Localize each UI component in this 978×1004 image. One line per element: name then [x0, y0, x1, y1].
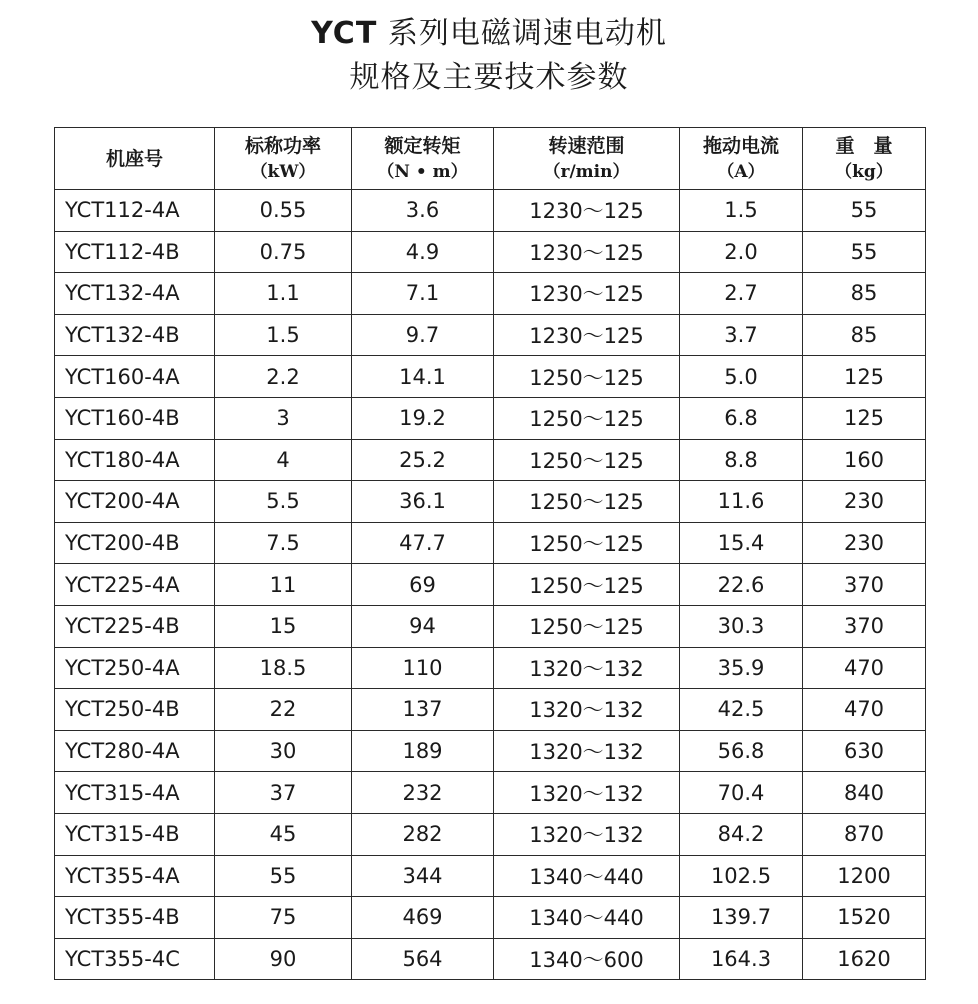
cell-model: YCT280-4A: [55, 730, 215, 772]
cell-weight: 85: [803, 314, 926, 356]
header-label: 标称功率: [244, 134, 321, 157]
table-row: [55, 897, 926, 939]
cell-model: YCT355-4B: [55, 897, 215, 939]
spec-table-header: [55, 128, 926, 190]
cell-speed-range: 1340～440: [494, 855, 680, 897]
cell-torque: 4.9: [352, 231, 494, 273]
cell-current: 56.8: [680, 730, 803, 772]
header-label: 转速范围: [548, 134, 625, 157]
cell-model: YCT200-4B: [55, 522, 215, 564]
cell-speed-range: 1250～125: [494, 522, 680, 564]
cell-model: YCT132-4A: [55, 273, 215, 315]
cell-speed-range: 1250～125: [494, 397, 680, 439]
table-row: [55, 273, 926, 315]
header-unit: （kg）: [835, 161, 893, 182]
cell-current: 30.3: [680, 605, 803, 647]
table-row: [55, 314, 926, 356]
cell-speed-range: 1320～132: [494, 689, 680, 731]
cell-torque: 469: [352, 897, 494, 939]
cell-torque: 25.2: [352, 439, 494, 481]
cell-weight: 470: [803, 689, 926, 731]
title-line-1: [0, 12, 978, 56]
header-unit: （kW）: [250, 161, 316, 182]
cell-torque: 282: [352, 813, 494, 855]
cell-current: 22.6: [680, 564, 803, 606]
title-series-name: 系列电磁调速电动机: [387, 16, 667, 51]
cell-weight: 125: [803, 356, 926, 398]
cell-power: 45: [215, 813, 352, 855]
cell-current: 35.9: [680, 647, 803, 689]
cell-power: 0.55: [215, 190, 352, 232]
cell-power: 15: [215, 605, 352, 647]
cell-torque: 69: [352, 564, 494, 606]
cell-power: 2.2: [215, 356, 352, 398]
header-speed-range: [494, 128, 680, 190]
cell-speed-range: 1320～132: [494, 647, 680, 689]
cell-current: 70.4: [680, 772, 803, 814]
cell-model: YCT225-4A: [55, 564, 215, 606]
table-row: [55, 190, 926, 232]
header-model: [55, 128, 215, 190]
header-label: 拖动电流: [702, 134, 779, 157]
cell-weight: 125: [803, 397, 926, 439]
cell-model: YCT315-4A: [55, 772, 215, 814]
header-row: [55, 128, 926, 190]
cell-power: 4: [215, 439, 352, 481]
cell-model: YCT112-4B: [55, 231, 215, 273]
cell-weight: 85: [803, 273, 926, 315]
cell-torque: 94: [352, 605, 494, 647]
cell-model: YCT315-4B: [55, 813, 215, 855]
cell-weight: 1520: [803, 897, 926, 939]
cell-current: 5.0: [680, 356, 803, 398]
cell-torque: 9.7: [352, 314, 494, 356]
cell-power: 7.5: [215, 522, 352, 564]
header-unit: （N • m）: [377, 161, 468, 182]
cell-power: 0.75: [215, 231, 352, 273]
cell-current: 84.2: [680, 813, 803, 855]
cell-power: 75: [215, 897, 352, 939]
table-row: [55, 564, 926, 606]
cell-model: YCT200-4A: [55, 481, 215, 523]
table-row: [55, 605, 926, 647]
cell-weight: 55: [803, 231, 926, 273]
cell-power: 3: [215, 397, 352, 439]
cell-weight: 370: [803, 605, 926, 647]
cell-weight: 55: [803, 190, 926, 232]
cell-current: 42.5: [680, 689, 803, 731]
cell-torque: 137: [352, 689, 494, 731]
cell-torque: 189: [352, 730, 494, 772]
cell-current: 139.7: [680, 897, 803, 939]
cell-model: YCT160-4A: [55, 356, 215, 398]
cell-weight: 870: [803, 813, 926, 855]
cell-current: 164.3: [680, 938, 803, 980]
table-row: [55, 647, 926, 689]
cell-power: 55: [215, 855, 352, 897]
cell-speed-range: 1230～125: [494, 231, 680, 273]
cell-model: YCT112-4A: [55, 190, 215, 232]
cell-power: 22: [215, 689, 352, 731]
cell-torque: 36.1: [352, 481, 494, 523]
table-row: [55, 231, 926, 273]
table-row: [55, 813, 926, 855]
cell-model: YCT250-4A: [55, 647, 215, 689]
cell-current: 1.5: [680, 190, 803, 232]
cell-power: 11: [215, 564, 352, 606]
cell-speed-range: 1320～132: [494, 730, 680, 772]
cell-torque: 110: [352, 647, 494, 689]
cell-weight: 470: [803, 647, 926, 689]
cell-speed-range: 1230～125: [494, 314, 680, 356]
cell-weight: 1620: [803, 938, 926, 980]
cell-weight: 230: [803, 522, 926, 564]
header-label: 重 量: [835, 134, 893, 157]
cell-speed-range: 1320～132: [494, 772, 680, 814]
table-row: [55, 938, 926, 980]
cell-weight: 160: [803, 439, 926, 481]
cell-speed-range: 1250～125: [494, 356, 680, 398]
cell-weight: 840: [803, 772, 926, 814]
cell-torque: 564: [352, 938, 494, 980]
table-row: [55, 689, 926, 731]
cell-weight: 230: [803, 481, 926, 523]
cell-speed-range: 1250～125: [494, 481, 680, 523]
cell-model: YCT355-4A: [55, 855, 215, 897]
document-title: [0, 12, 978, 100]
cell-power: 37: [215, 772, 352, 814]
cell-weight: 370: [803, 564, 926, 606]
cell-current: 102.5: [680, 855, 803, 897]
cell-current: 11.6: [680, 481, 803, 523]
cell-current: 15.4: [680, 522, 803, 564]
cell-current: 6.8: [680, 397, 803, 439]
table-row: [55, 730, 926, 772]
cell-speed-range: 1340～440: [494, 897, 680, 939]
cell-power: 1.5: [215, 314, 352, 356]
cell-speed-range: 1320～132: [494, 813, 680, 855]
cell-model: YCT355-4C: [55, 938, 215, 980]
header-unit: （A）: [717, 161, 765, 182]
cell-speed-range: 1340～600: [494, 938, 680, 980]
table-row: [55, 855, 926, 897]
cell-power: 30: [215, 730, 352, 772]
cell-torque: 14.1: [352, 356, 494, 398]
cell-torque: 3.6: [352, 190, 494, 232]
spec-table: [54, 127, 926, 980]
table-row: [55, 772, 926, 814]
cell-power: 90: [215, 938, 352, 980]
cell-power: 1.1: [215, 273, 352, 315]
cell-torque: 232: [352, 772, 494, 814]
table-row: [55, 522, 926, 564]
table-row: [55, 397, 926, 439]
cell-model: YCT225-4B: [55, 605, 215, 647]
header-label: 机座号: [105, 147, 163, 170]
cell-model: YCT132-4B: [55, 314, 215, 356]
header-drive-current: [680, 128, 803, 190]
header-label: 额定转矩: [384, 134, 461, 157]
cell-speed-range: 1230～125: [494, 273, 680, 315]
cell-torque: 344: [352, 855, 494, 897]
cell-current: 2.0: [680, 231, 803, 273]
cell-current: 2.7: [680, 273, 803, 315]
cell-torque: 7.1: [352, 273, 494, 315]
cell-weight: 1200: [803, 855, 926, 897]
cell-model: YCT250-4B: [55, 689, 215, 731]
cell-power: 5.5: [215, 481, 352, 523]
table-row: [55, 356, 926, 398]
cell-torque: 47.7: [352, 522, 494, 564]
title-line-2: 规格及主要技术参数: [349, 60, 629, 95]
header-unit: （r/min）: [543, 161, 630, 182]
cell-speed-range: 1250～125: [494, 439, 680, 481]
spec-table-body: [55, 190, 926, 980]
cell-model: YCT160-4B: [55, 397, 215, 439]
cell-speed-range: 1250～125: [494, 564, 680, 606]
table-row: [55, 481, 926, 523]
cell-weight: 630: [803, 730, 926, 772]
title-series-code: YCT: [311, 16, 378, 51]
cell-power: 18.5: [215, 647, 352, 689]
cell-current: 8.8: [680, 439, 803, 481]
header-power: [215, 128, 352, 190]
header-torque: [352, 128, 494, 190]
header-weight: [803, 128, 926, 190]
cell-speed-range: 1250～125: [494, 605, 680, 647]
cell-model: YCT180-4A: [55, 439, 215, 481]
cell-current: 3.7: [680, 314, 803, 356]
cell-speed-range: 1230～125: [494, 190, 680, 232]
table-row: [55, 439, 926, 481]
cell-torque: 19.2: [352, 397, 494, 439]
